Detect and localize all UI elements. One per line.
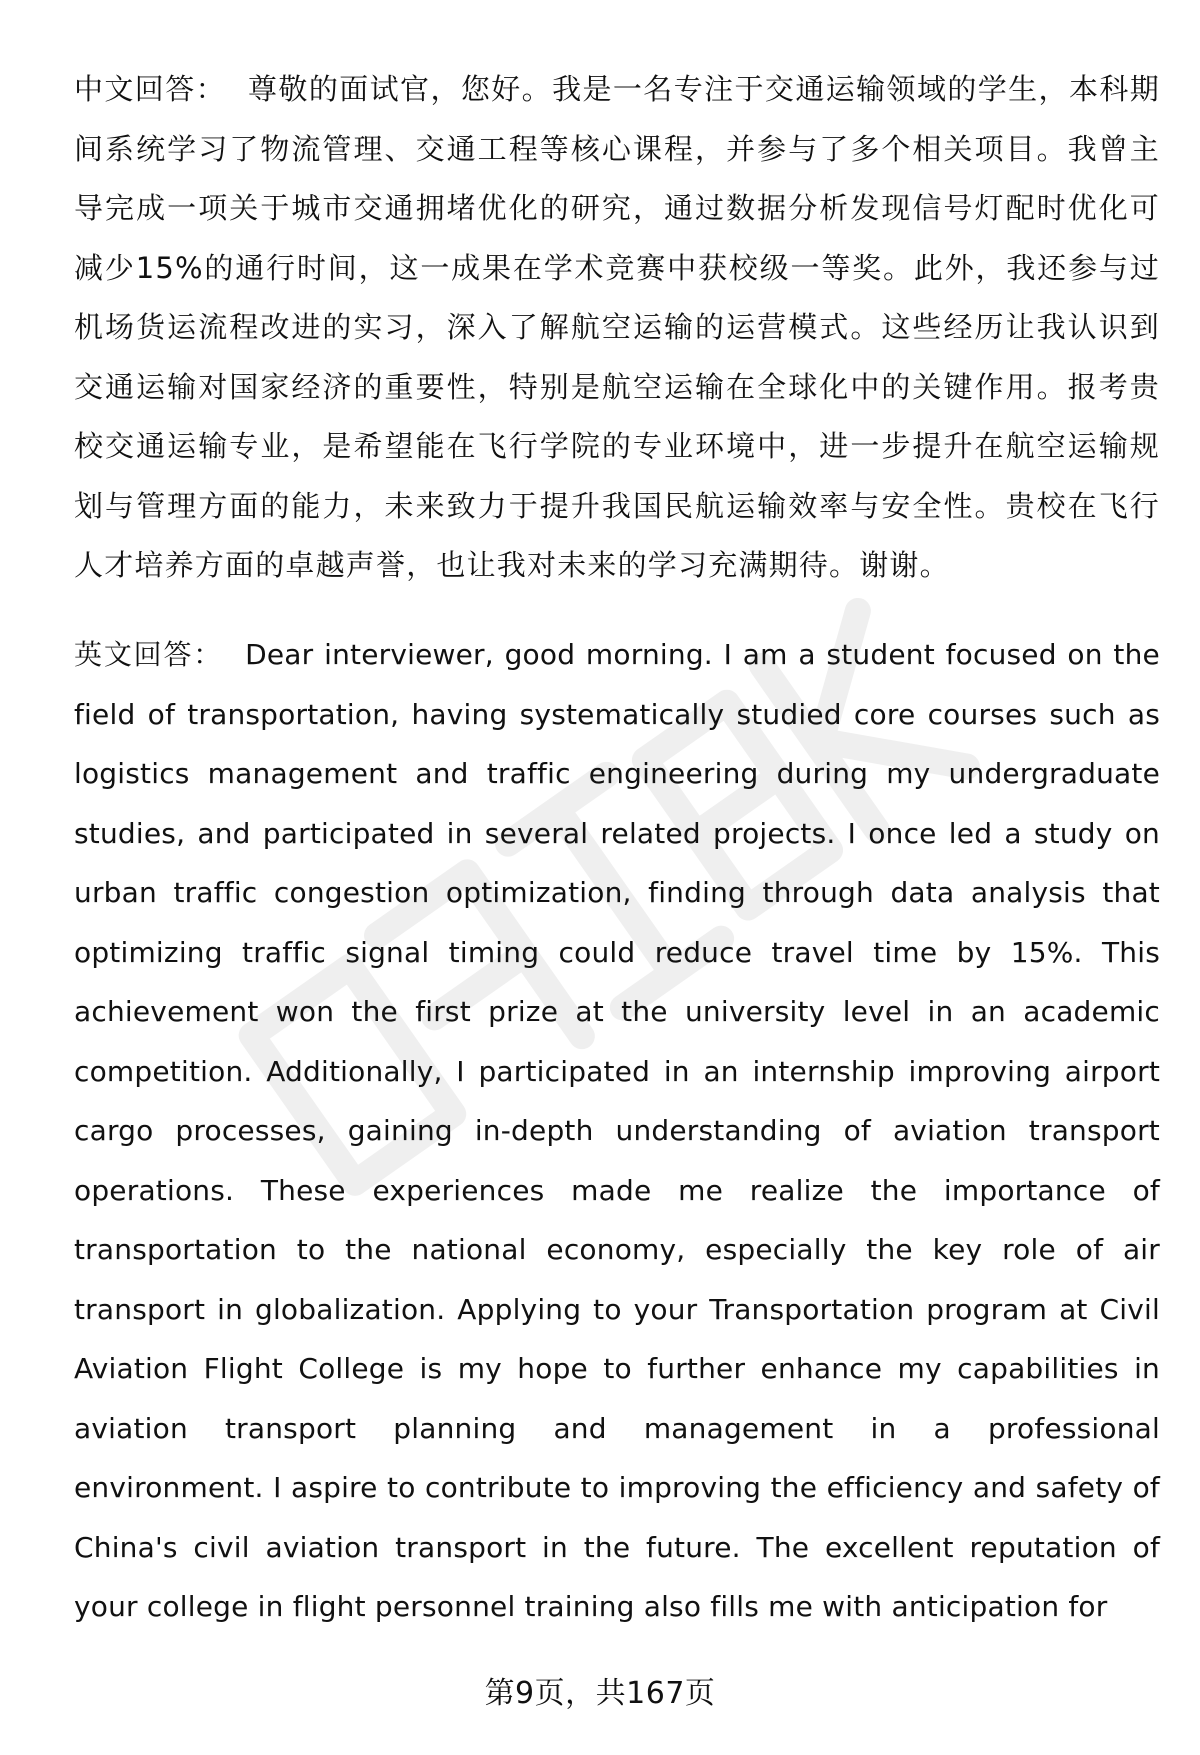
page-indicator: 第9页，共167页 [484,1676,716,1711]
english-answer-label: 英文回答： [74,638,224,671]
english-answer-text: Dear interviewer, good morning. I am a student focused on the field of transportation, having systematically studied core courses such as logistics management and traffic engineering during my undergraduate studies, and participated in several related projects. I once led a study on urban traffic congestion optimization, finding through data analysis that optimizing traffic signal timing could reduce travel time by 15%. This achievement won the first prize at the university level in an academic competition. Additionally, I participated in an internship improving airport cargo processes, gaining in-depth understanding of aviation transport operations. These experiences made me realize the importance of transportation to the national economy, especially the key role of air transport in globalization. Applying to your Transportation program at Civil Aviation Flight College is my hope to further enhance my capabilities in aviation transport planning and management in a professional environment. I aspire to contribute to improving the efficiency and safety of China's civil aviation transport in the future. The excellent reputation of your college in flight personnel training also fills me with anticipation for [74,638,1160,1623]
chinese-answer-paragraph [74,60,1160,596]
english-answer-paragraph [74,625,1160,1637]
chinese-answer-label: 中文回答： [74,72,227,106]
chinese-answer-text: 尊敬的面试官，您好。我是一名专注于交通运输领域的学生，本科期间系统学习了物流管理、交通工程等核心课程，并参与了多个相关项目。我曾主导完成一项关于城市交通拥堵优化的研究，通过数据分析发现信号灯配时优化可减少15%的通行时间，这一成果在学术竞赛中获校级一等奖。此外，我还参与过机场货运流程改进的实习，深入了解航空运输的运营模式。这些经历让我认识到交通运输对国家经济的重要性，特别是航空运输在全球化中的关键作用。报考贵校交通运输专业，是希望能在飞行学院的专业环境中，进一步提升在航空运输规划与管理方面的能力，未来致力于提升我国民航运输效率与安全性。贵校在飞行人才培养方面的卓越声誉，也让我对未来的学习充满期待。谢谢。 [74,72,1160,582]
